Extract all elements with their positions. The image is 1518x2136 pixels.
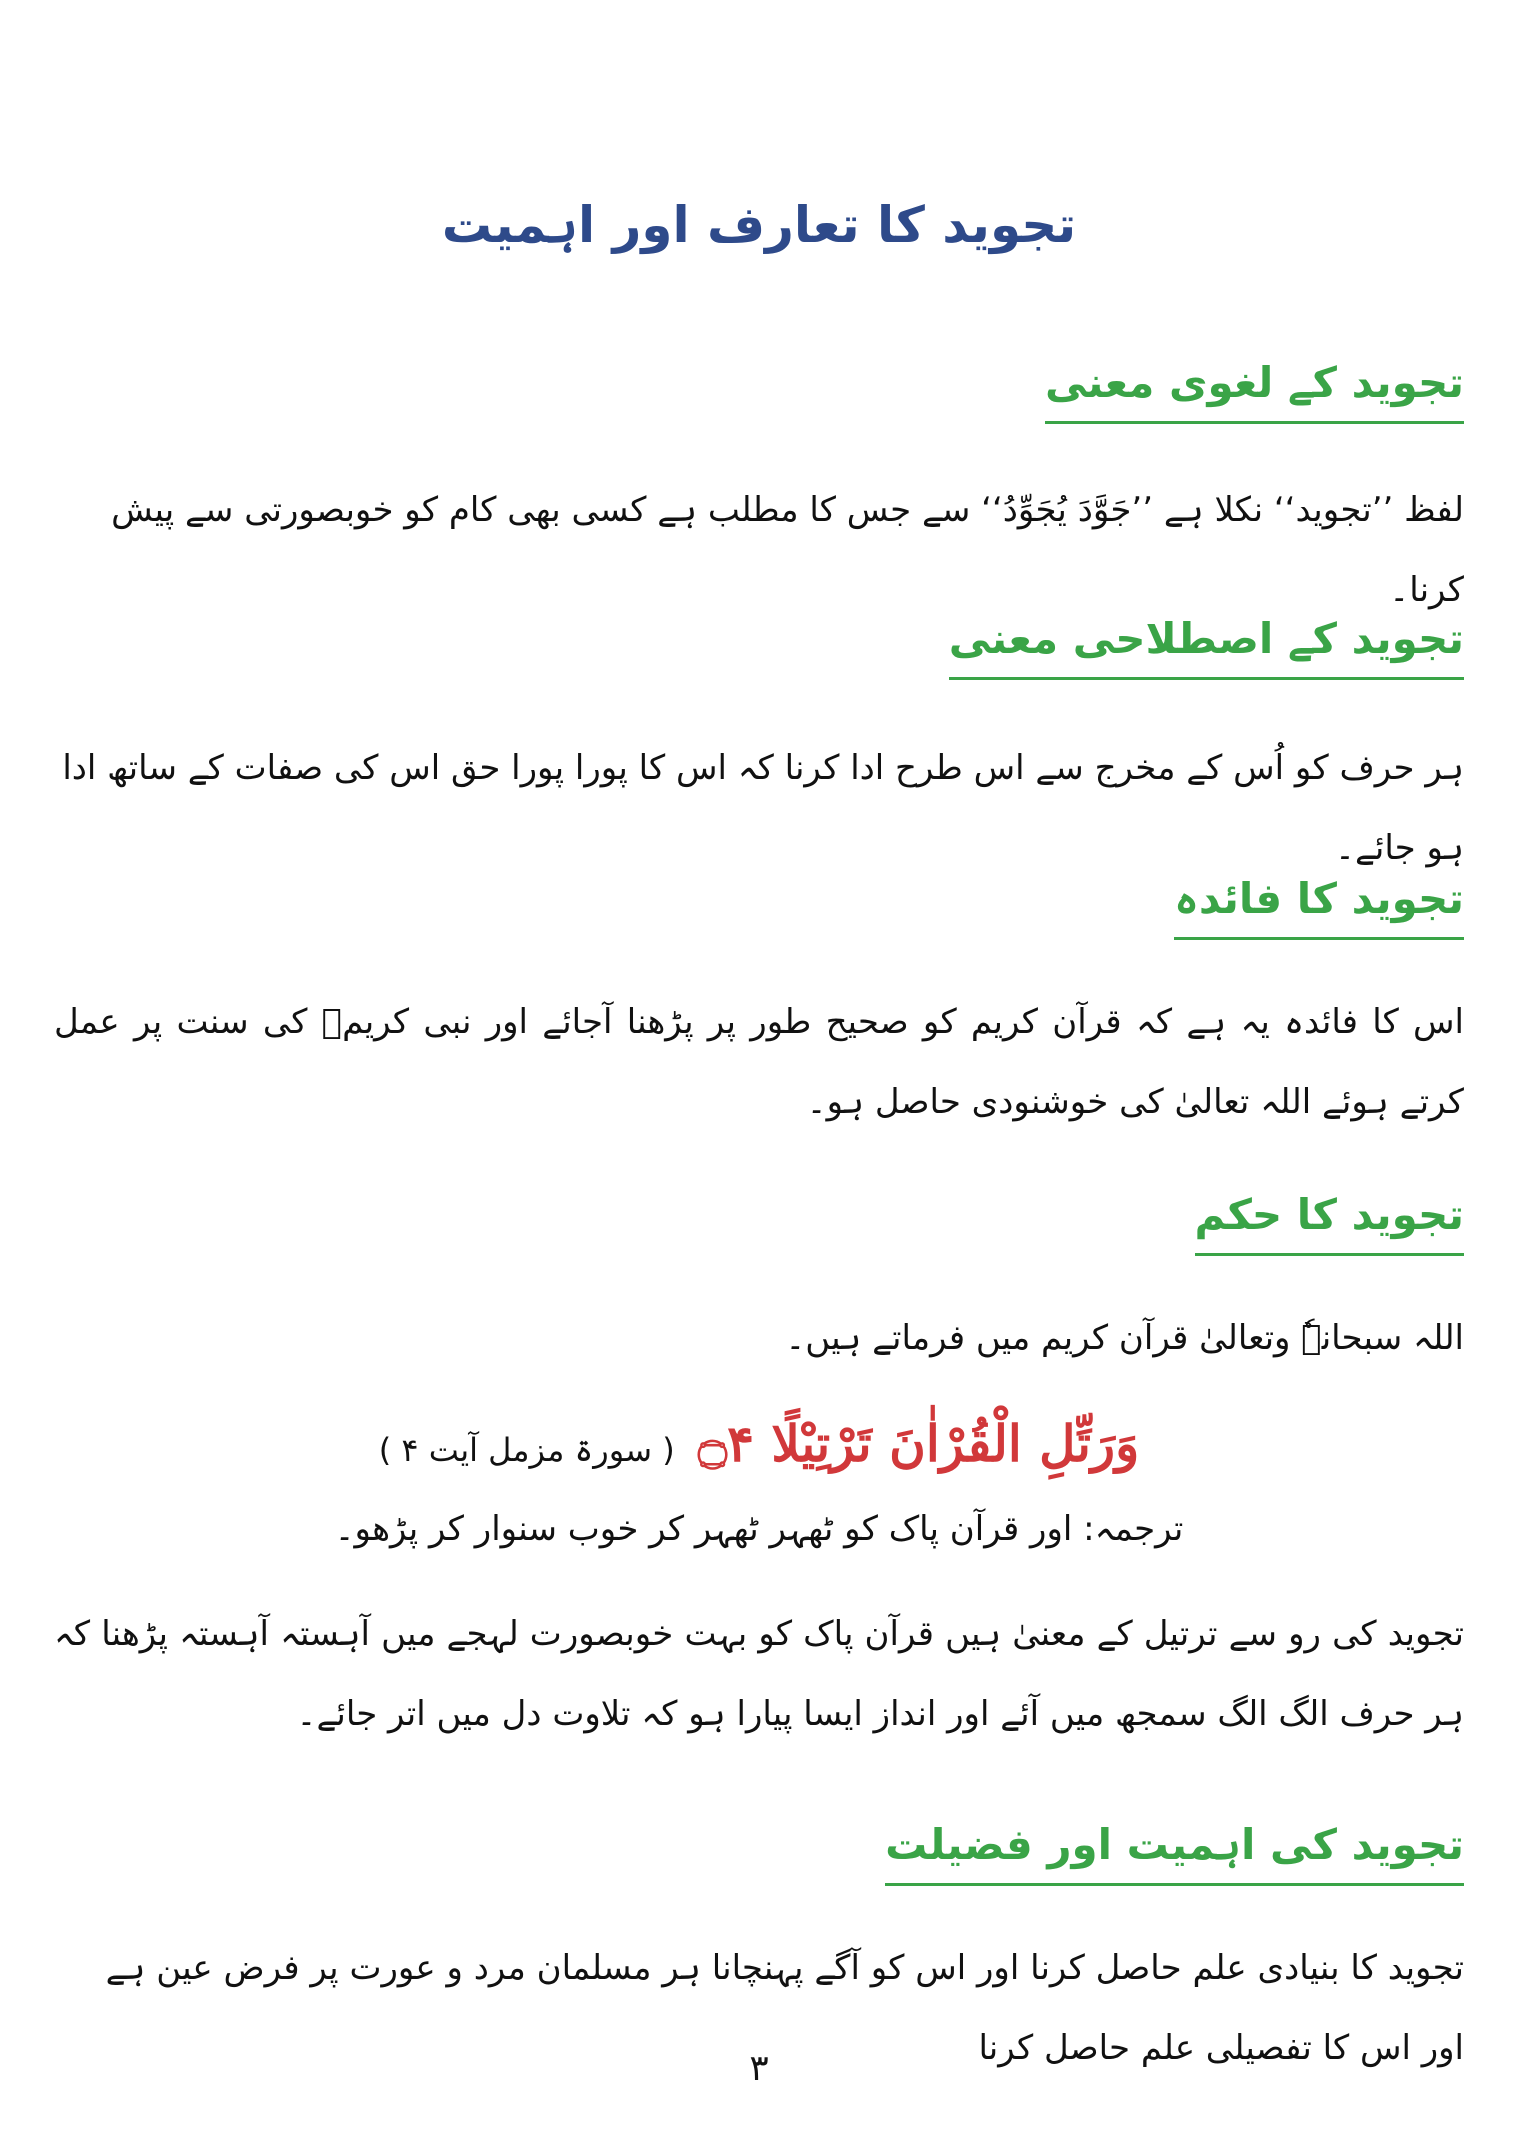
paragraph-technical-meaning: ہر حرف کو اُس کے مخرج سے اس طرح ادا کرنا کہ اس کا پورا پورا حق اس کی صفات کے ساتھ ادا ہو جائے۔ (62, 748, 1464, 868)
quran-verse-row (0, 1414, 1518, 1473)
heading-lexical-meaning: تجوید کے لغوی معنی (1045, 358, 1464, 424)
paragraph-ruling-explanation: تجوید کی رو سے ترتیل کے معنیٰ ہیں قرآن پاک کو بہت خوبصورت لہجے میں آہستہ آہستہ پڑھنا کہ ہر حرف الگ الگ سمجھ میں آئے اور انداز ایسا پیارا ہو کہ تلاوت دل میں اتر جائے۔ (54, 1614, 1464, 1734)
quran-verse: وَرَتِّلِ الْقُرْاٰنَ تَرْتِيْلًا ۝۴ (697, 1414, 1140, 1473)
paragraph-benefit: اس کا فائدہ یہ ہے کہ قرآن کریم کو صحیح طور پر پڑھنا آجائے اور نبی کریمؐ کی سنت پر عمل کرتے ہوئے اللہ تعالیٰ کی خوشنودی حاصل ہو۔ (54, 1002, 1464, 1122)
page-number: ۳ (749, 2048, 769, 2089)
verse-reference: ( سورۃ مزمل آیت ۴ ) (378, 1431, 675, 1469)
page-title: تجوید کا تعارف اور اہمیت (441, 196, 1077, 254)
heading-importance-virtue: تجوید کی اہمیت اور فضیلت (885, 1820, 1464, 1886)
paragraph-ruling-intro: اللہ سبحانہٗ وتعالیٰ قرآن کریم میں فرماتے ہیں۔ (785, 1318, 1464, 1358)
verse-translation: ترجمہ: اور قرآن پاک کو ٹھہر ٹھہر کر خوب سنوار کر پڑھو۔ (334, 1509, 1184, 1549)
heading-technical-meaning: تجوید کے اصطلاحی معنی (949, 614, 1464, 680)
paragraph-lexical-meaning: لفظ ’’تجوید‘‘ نکلا ہے ’’جَوَّدَ یُجَوِّدُ‘‘ سے جس کا مطلب ہے کسی بھی کام کو خوبصورتی سے پیش کرنا۔ (111, 490, 1464, 610)
paragraph-importance-virtue: تجوید کا بنیادی علم حاصل کرنا اور اس کو آگے پہنچانا ہر مسلمان مرد و عورت پر فرض عین ہے اور اس کا تفصیلی علم حاصل کرنا (105, 1948, 1464, 2068)
heading-benefit: تجوید کا فائدہ (1174, 874, 1464, 940)
heading-ruling: تجوید کا حکم (1195, 1190, 1464, 1256)
